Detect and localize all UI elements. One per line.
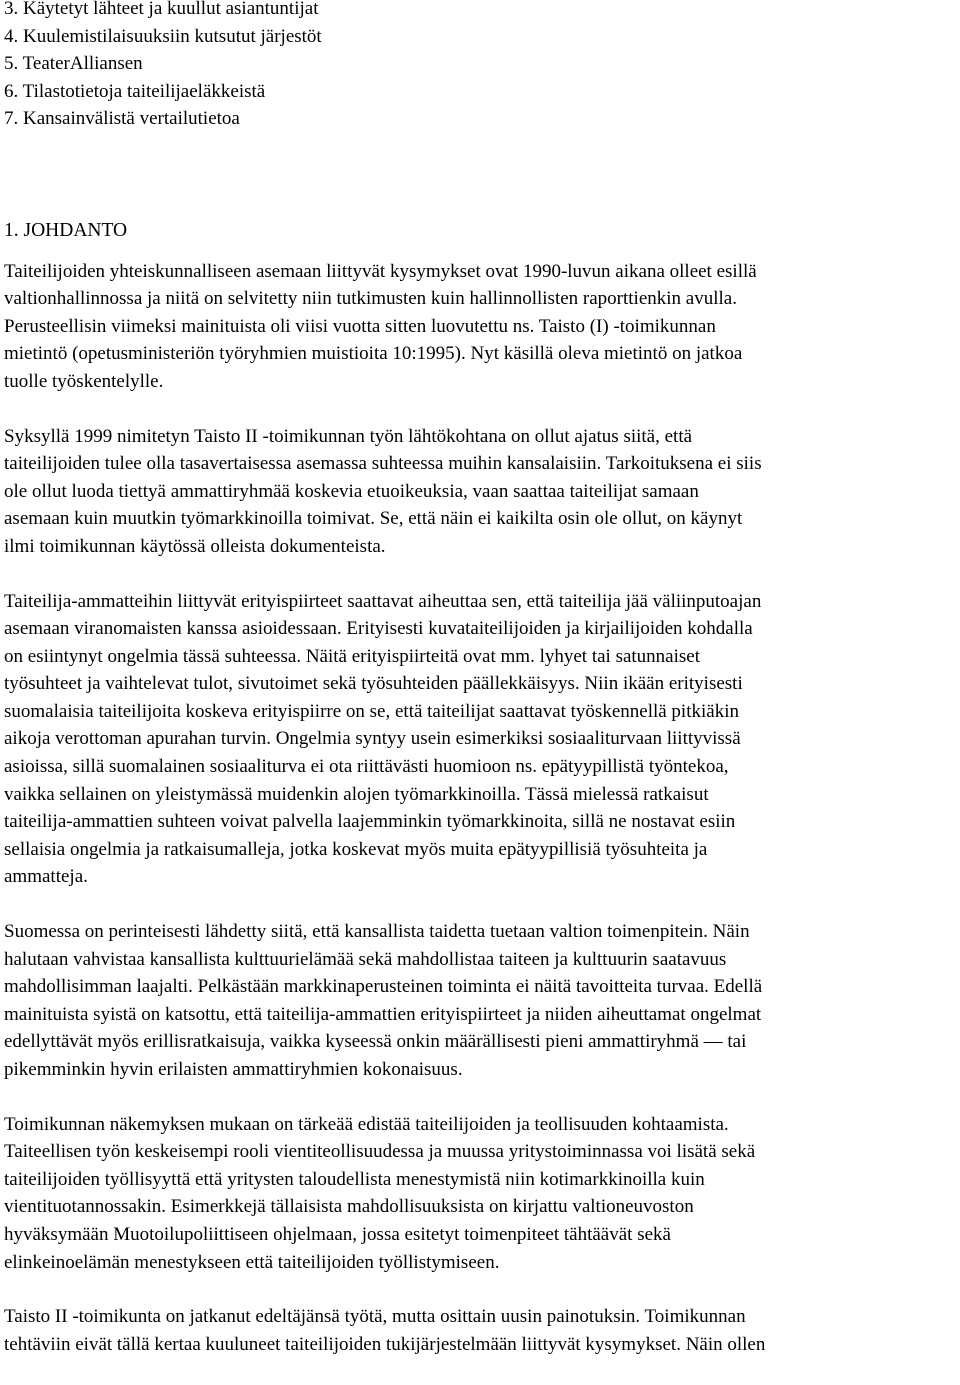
- text-line: Perusteellisin viimeksi mainituista oli viisi vuotta sitten luovutettu ns. Taisto (I) -toimikunnan: [4, 315, 716, 337]
- text-line: tehtäviin eivät tällä kertaa kuuluneet taiteilijoiden tukijärjestelmään liittyvät kysymykset. Näin ollen: [4, 1333, 766, 1355]
- toc-spacer: [4, 133, 956, 217]
- text-line: pikemminkin hyvin erilaisten ammattiryhmien kokonaisuus.: [4, 1059, 463, 1080]
- text-line: mahdollisimman laajalti. Pelkästään markkinaperusteinen toiminta ei näitä tavoitteita turvaa. Edellä: [4, 976, 763, 998]
- text-line: halutaan vahvistaa kansallista kulttuurielämää sekä mahdollistaa taiteen ja kulttuurin saatavuus: [4, 948, 727, 970]
- toc-item: 4. Kuulemistilaisuuksiin kutsutut järjestöt: [4, 25, 322, 47]
- text-line: sellaisia ongelmia ja ratkaisumalleja, jotka koskevat myös muita epätyypillisiä työsuhteita ja: [4, 838, 708, 860]
- text-line: elinkeinoelämän menestykseen että taiteilijoiden työllistymiseen.: [4, 1251, 500, 1273]
- text-line: taiteilija-ammattien suhteen voivat palvella laajemminkin työmarkkinoita, sillä ne nostavat esiin: [4, 811, 736, 833]
- paragraph: [4, 258, 956, 396]
- text-line: edellyttävät myös erillisratkaisuja, vaikka kyseessä onkin määrällisesti pieni ammattiryhmä — tai: [4, 1031, 747, 1053]
- toc-item: 5. TeaterAlliansen: [4, 53, 143, 75]
- paragraph: [4, 918, 956, 1084]
- text-line: taiteilijoiden työllisyyttä että yritysten taloudellista menestymistä niin kotimarkkinoilla kuin: [4, 1168, 705, 1190]
- text-line: on esiintynyt ongelmia tässä suhteessa. Näitä erityispiirteitä ovat mm. lyhyet tai satunnaiset: [4, 645, 700, 667]
- text-line: vientituotannossakin. Esimerkkejä tällaisista mahdollisuuksista on kirjattu valtioneuvoston: [4, 1196, 694, 1218]
- toc-list: [4, 0, 956, 133]
- text-line: Taiteellisen työn keskeisempi rooli vientiteollisuudessa ja muussa yritystoiminnassa voi lisätä sekä: [4, 1141, 756, 1163]
- toc-item: 6. Tilastotietoja taiteilijaeläkkeistä: [4, 80, 266, 102]
- text-line: Suomessa on perinteisesti lähdetty siitä, että kansallista taidetta tuetaan valtion toimenpitein. Näin: [4, 921, 750, 943]
- text-line: Taisto II -toimikunta on jatkanut edeltäjänsä työtä, mutta osittain uusin painotuksin. Toimikunnan: [4, 1306, 746, 1328]
- text-line: ilmi toimikunnan käytössä olleista dokumenteista.: [4, 535, 386, 557]
- text-line: hyväksymään Muotoilupoliittiseen ohjelmaan, jossa esitetyt toimenpiteet tähtäävät sekä: [4, 1223, 671, 1245]
- text-line: taiteilijoiden tulee olla tasavertaisessa asemassa suhteessa muihin kansalaisiin. Tarkoituksena ei siis: [4, 453, 762, 475]
- text-line: työsuhteet ja vaihtelevat tulot, sivutoimet sekä työsuhteiden päällekkäisyys. Niin ikään erityisesti: [4, 673, 743, 695]
- paragraph: [4, 423, 956, 561]
- text-line: suomalaisia taiteilijoita koskeva erityispiirre on se, että taiteilijat saattavat työskennellä pitkiäkin: [4, 700, 739, 722]
- text-line: tuolle työskentelylle.: [4, 370, 164, 392]
- toc-item: 7. Kansainvälistä vertailutietoa: [4, 108, 240, 130]
- text-line: asemaan kuin muutkin työmarkkinoilla toimivat. Se, että näin ei kaikilta osin ole ollut, on käynyt: [4, 508, 743, 530]
- body-text: [4, 258, 956, 1359]
- text-line: valtionhallinnossa ja niitä on selvitetty niin tutkimusten kuin hallinnollisten raporttienkin avulla.: [4, 288, 737, 310]
- text-line: Taiteilijoiden yhteiskunnalliseen asemaan liittyvät kysymykset ovat 1990-luvun aikana olleet esillä: [4, 260, 757, 282]
- text-line: mietintö (opetusministeriön työryhmien muistioita 10:1995). Nyt käsillä oleva mietintö on jatkoa: [4, 343, 743, 365]
- text-line: ole ollut luoda tiettyä ammattiryhmää koskevia etuoikeuksia, vaan saattaa taiteilijat samaan: [4, 480, 699, 502]
- text-line: vaikka sellainen on yleistymässä muidenkin alojen työmarkkinoilla. Tässä mielessä ratkaisut: [4, 783, 709, 805]
- text-line: asemaan viranomaisten kanssa asioidessaan. Erityisesti kuvataiteilijoiden ja kirjailijoiden kohdalla: [4, 618, 753, 640]
- text-line: asioissa, sillä suomalainen sosiaaliturva ei ota riittävästi huomioon ns. epätyypillistä työntekoa,: [4, 756, 729, 778]
- toc-item: 3. Käytetyt lähteet ja kuullut asiantuntijat: [4, 0, 319, 19]
- paragraph: [4, 1303, 956, 1358]
- text-line: Syksyllä 1999 nimitetyn Taisto II -toimikunnan työn lähtökohtana on ollut ajatus siitä, että: [4, 425, 693, 447]
- section-heading: 1. JOHDANTO: [4, 219, 128, 241]
- text-line: aikoja verottoman apurahan turvin. Ongelmia syntyy usein esimerkiksi sosiaaliturvaan liittyvissä: [4, 728, 741, 750]
- text-line: ammatteja.: [4, 866, 88, 888]
- paragraph: [4, 1111, 956, 1277]
- text-line: Taiteilija-ammatteihin liittyvät erityispiirteet saattavat aiheuttaa sen, että taiteilija jää väliinputoajan: [4, 590, 762, 612]
- text-line: Toimikunnan näkemyksen mukaan on tärkeää edistää taiteilijoiden ja teollisuuden kohtaamista.: [4, 1113, 729, 1135]
- document-page: [4, 0, 956, 1385]
- text-line: mainituista syistä on katsottu, että taiteilija-ammattien erityispiirteet ja niiden aiheuttamat ongelmat: [4, 1003, 762, 1025]
- paragraph: [4, 588, 956, 892]
